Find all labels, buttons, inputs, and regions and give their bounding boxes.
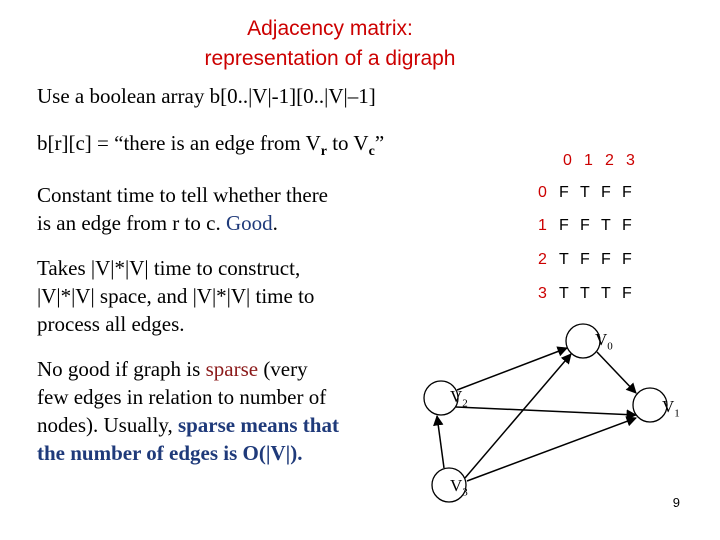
para1-line1: Constant time to tell whether there: [37, 183, 329, 207]
matrix-cell: F: [622, 285, 632, 302]
matrix-cell: T: [559, 251, 569, 268]
para2-line2: |V|*|V| space, and |V|*|V| time to: [37, 284, 315, 308]
matrix-cell: F: [601, 251, 611, 268]
matrix-cell: F: [559, 184, 569, 201]
matrix-col-1: 1: [584, 152, 593, 169]
definition-sub-c: c: [368, 144, 375, 160]
para2-line3: process all edges.: [37, 312, 185, 336]
definition-mid: to V: [326, 131, 369, 155]
matrix-row-index: 0: [538, 184, 547, 201]
para1-line2-text: is an edge from r to c.: [37, 211, 226, 235]
matrix-col-2: 2: [605, 152, 614, 169]
edge-v2-v0: [457, 348, 567, 390]
node-label-v2: $V_2$: [450, 387, 468, 410]
matrix-row-index: 2: [538, 251, 547, 268]
matrix-cell: T: [601, 217, 611, 234]
edge-v3-v1: [467, 418, 636, 481]
edge-v3-v0: [465, 354, 571, 478]
matrix-cell: F: [559, 217, 569, 234]
para2-line1: Takes |V|*|V| time to construct,: [37, 256, 301, 280]
edge-v0-v1: [597, 352, 636, 393]
matrix-cell: F: [622, 217, 632, 234]
matrix-cell: F: [622, 184, 632, 201]
para3-sparse: sparse: [205, 357, 259, 381]
page-number: 9: [672, 495, 680, 510]
para3-line1-text: No good if graph is: [37, 357, 206, 381]
matrix-cell: T: [580, 285, 590, 302]
node-label-v0: $V_0$: [595, 330, 613, 353]
matrix-row-index: 1: [538, 217, 547, 234]
matrix-cell: T: [580, 184, 590, 201]
edge-v3-v2: [437, 416, 444, 468]
slide-title-line2: representation of a digraph: [204, 47, 456, 70]
matrix-cell: F: [580, 217, 590, 234]
edge-v1-v2: [456, 407, 636, 415]
slide-title-line1: Adjacency matrix:: [247, 17, 413, 40]
para1-end: .: [272, 211, 278, 235]
para3-line3-text: nodes). Usually,: [37, 413, 178, 437]
matrix-cell: F: [622, 251, 632, 268]
node-label-v3: $V_3$: [450, 476, 468, 499]
para3-line4: the number of edges is O(|V|).: [37, 441, 303, 465]
body-line-array: Use a boolean array b[0..|V|-1][0..|V|–1]: [37, 84, 376, 108]
definition-post: ”: [374, 131, 385, 155]
matrix-row-index: 3: [538, 285, 547, 302]
matrix-cell: T: [559, 285, 569, 302]
matrix-col-0: 0: [563, 152, 572, 169]
para1-good: Good: [225, 211, 273, 235]
matrix-col-3: 3: [626, 152, 635, 169]
matrix-cell: T: [601, 285, 611, 302]
para3-bold1: sparse means that: [177, 413, 339, 437]
definition-pre: b[r][c] = “there is an edge from V: [37, 131, 321, 155]
matrix-cell: F: [580, 251, 590, 268]
para3-line1-end: (very: [258, 357, 308, 381]
para3-line2: few edges in relation to number of: [37, 385, 327, 409]
definition-sub-r: r: [320, 144, 327, 160]
matrix-cell: F: [601, 184, 611, 201]
node-label-v1: $V_1$: [662, 397, 680, 420]
